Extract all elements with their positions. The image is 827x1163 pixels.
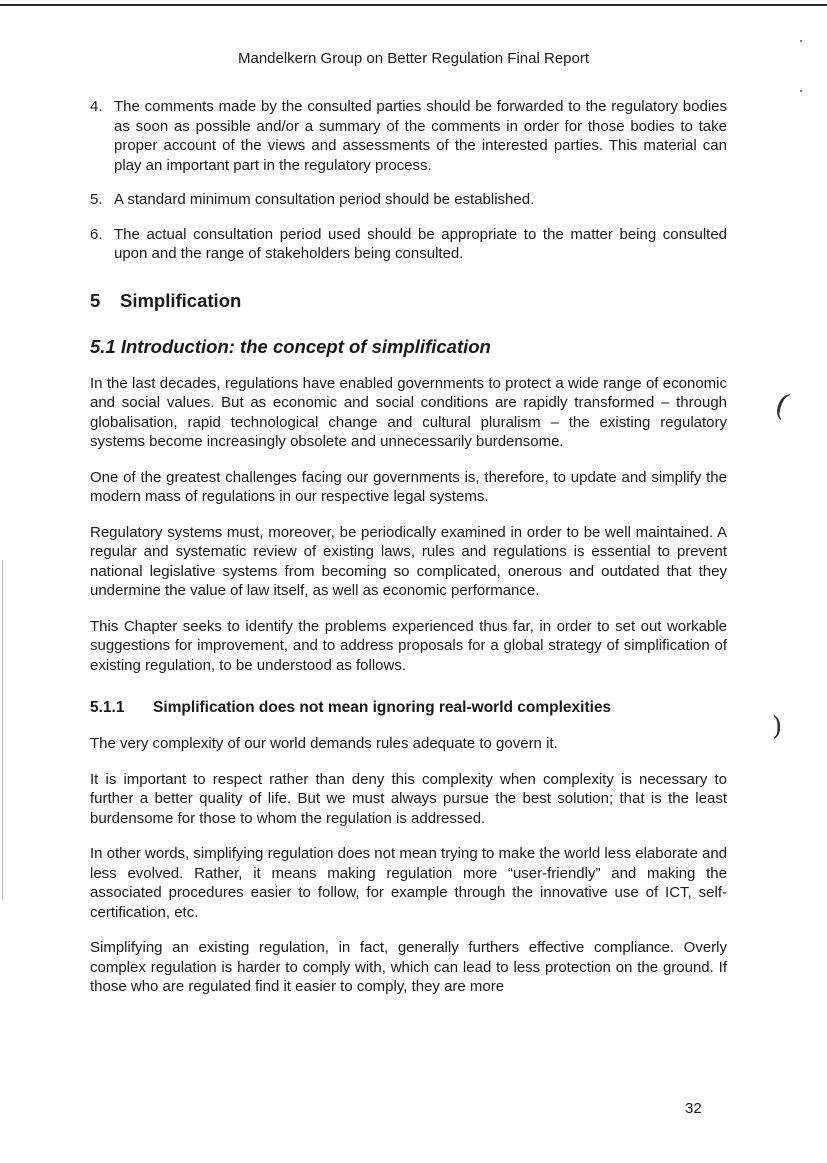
top-rule bbox=[0, 4, 827, 6]
running-header: Mandelkern Group on Better Regulation Final Report bbox=[237, 50, 590, 67]
list-number: 5. bbox=[90, 191, 103, 208]
subsection-heading: 5.1 Introduction: the concept of simplification bbox=[90, 335, 491, 357]
body-paragraph: Regulatory systems must, moreover, be periodically examined in order to be well maintained. A regular and systematic review of existing laws, rules and regulations is essential to prevent national legislative systems from becoming so complicated, onerous and outdated that they undermine the value of law itself, as well as economic performance. bbox=[90, 523, 727, 599]
margin-bracket-mark: ) bbox=[772, 712, 783, 742]
scan-edge-line bbox=[2, 560, 3, 900]
subsubsection-number: 5.1.1 bbox=[90, 699, 125, 716]
list-item bbox=[90, 225, 727, 264]
body-paragraph: In other words, simplifying regulation does not mean trying to make the world less elaborate and less evolved. Rather, it means making regulation more “user-friendly” and making the associated procedures easier to follow, for example through the innovative use of ICT, self-certification, etc. bbox=[90, 845, 728, 921]
section-title: Simplification bbox=[120, 289, 242, 311]
section-number: 5 bbox=[90, 289, 101, 311]
body-paragraph: One of the greatest challenges facing our governments is, therefore, to update and simplify the modern mass of regulations in our respective legal systems. bbox=[90, 468, 727, 505]
list-item bbox=[90, 190, 727, 210]
body-paragraph: Simplifying an existing regulation, in fact, generally furthers effective compliance. Overly complex regulation is harder to comply with, which can lead to less protection on the ground. If those who are regulated find it easier to comply, they are more bbox=[90, 939, 727, 995]
body-paragraph: It is important to respect rather than deny this complexity when complexity is necessary to further a better quality of life. But we must always pursue the best solution; that is the least burdensome for those to whom the regulation is addressed. bbox=[90, 770, 727, 827]
subsubsection-heading bbox=[90, 698, 727, 718]
list-text: The comments made by the consulted parties should be forwarded to the regulatory bodies as soon as possible and/or a summary of the comments in order for those bodies to take proper account of the views and assessments of the interested parties. This material can play an important part in the regulatory process. bbox=[114, 98, 727, 174]
scan-dot bbox=[800, 90, 802, 92]
page-body bbox=[90, 97, 727, 997]
section-heading bbox=[90, 289, 727, 313]
body-paragraph: The very complexity of our world demands rules adequate to govern it. bbox=[90, 735, 558, 752]
page-number: 32 bbox=[685, 1100, 702, 1117]
body-paragraph: In the last decades, regulations have enabled governments to protect a wide range of economic and social values. But as economic and social conditions are rapidly transformed – through globalisation, rapid technological change and cultural pluralism – the existing regulatory systems become increasingly obsolete and unnecessarily burdensome. bbox=[90, 374, 727, 450]
body-paragraph: This Chapter seeks to identify the problems experienced thus far, in order to set out workable suggestions for improvement, and to address proposals for a global strategy of simplification of existing regulation, to be understood as follows. bbox=[90, 617, 727, 674]
list-text: The actual consultation period used should be appropriate to the matter being consulted upon and the range of stakeholders being consulted. bbox=[114, 225, 727, 262]
scan-dot bbox=[800, 40, 802, 42]
subsubsection-title: Simplification does not mean ignoring real-world complexities bbox=[153, 699, 612, 716]
margin-bracket-mark: ( bbox=[770, 387, 794, 424]
list-number: 4. bbox=[90, 98, 103, 115]
list-text: A standard minimum consultation period should be established. bbox=[114, 191, 535, 208]
list-item bbox=[90, 97, 727, 175]
list-number: 6. bbox=[90, 225, 103, 243]
